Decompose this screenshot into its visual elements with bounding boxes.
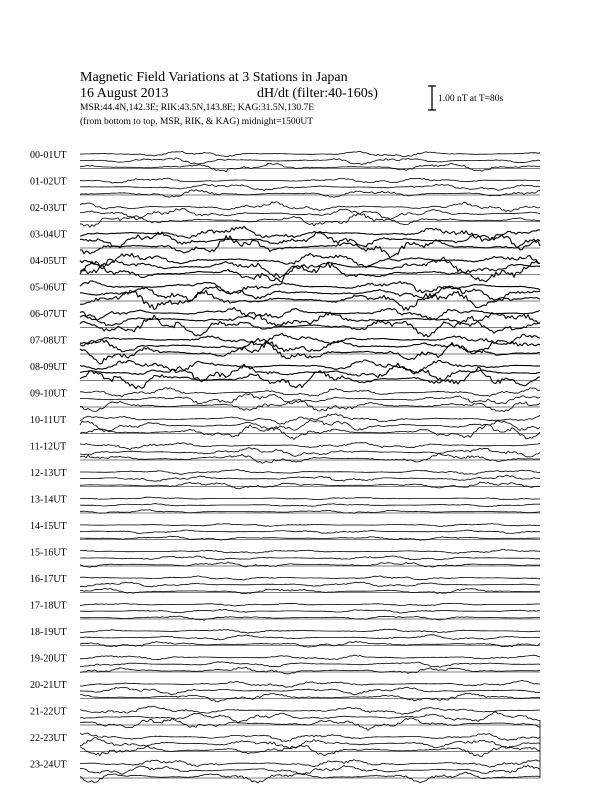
trace-row — [30, 254, 540, 283]
station-trace-msr — [80, 367, 540, 388]
trace-row — [30, 468, 540, 489]
hour-label: 05-06UT — [30, 282, 67, 294]
chart-date: 16 August 2013 — [80, 86, 169, 101]
hour-label: 16-17UT — [30, 574, 67, 585]
hour-label: 11-12UT — [30, 441, 67, 453]
trace-row — [30, 307, 540, 337]
station-trace-rik — [80, 635, 540, 640]
station-trace-kag — [80, 333, 540, 345]
station-trace-msr — [80, 454, 540, 463]
station-trace-kag — [80, 202, 540, 212]
chart-title: Magnetic Field Variations at 3 Stations in Japan — [80, 70, 348, 85]
station-trace-rik — [80, 184, 540, 190]
station-trace-rik — [80, 610, 540, 614]
station-trace-rik — [80, 662, 540, 668]
trace-row — [30, 360, 540, 389]
station-trace-msr — [80, 510, 540, 513]
station-trace-kag — [80, 524, 540, 527]
station-trace-kag — [80, 443, 540, 450]
trace-row — [30, 706, 540, 730]
trace-row — [30, 574, 540, 594]
trace-row — [30, 548, 540, 568]
hour-label: 07-08UT — [30, 335, 67, 347]
station-trace-msr — [80, 163, 540, 171]
station-trace-msr — [80, 399, 540, 412]
hour-label: 00-01UT — [30, 150, 67, 161]
trace-row — [30, 680, 540, 702]
hour-label: 08-09UT — [30, 362, 67, 373]
station-trace-rik — [80, 475, 540, 481]
station-coordinates: MSR:44.4N,142.3E; RIK:43.5N,143.8E; KAG:31.5N,130.7E — [80, 103, 315, 113]
hour-label: 20-21UT — [30, 680, 67, 691]
hour-label: 17-18UT — [30, 600, 67, 612]
station-trace-kag — [80, 178, 540, 183]
hour-label: 22-23UT — [30, 733, 67, 744]
hour-label: 21-22UT — [30, 706, 67, 718]
station-trace-msr — [80, 562, 540, 567]
hour-label: 06-07UT — [30, 309, 67, 320]
station-trace-msr — [80, 291, 540, 311]
trace-row — [30, 627, 540, 647]
station-trace-kag — [80, 733, 540, 742]
trace-row — [30, 177, 540, 198]
station-trace-rik — [80, 420, 540, 432]
station-trace-rik — [80, 556, 540, 560]
station-trace-msr — [80, 482, 540, 489]
station-trace-rik — [80, 448, 540, 457]
station-trace-kag — [80, 550, 540, 554]
station-trace-kag — [80, 629, 540, 633]
hour-label: 02-03UT — [30, 203, 67, 214]
trace-row — [30, 150, 540, 172]
station-trace-rik — [80, 712, 540, 724]
station-trace-rik — [80, 208, 540, 219]
station-trace-msr — [80, 616, 540, 620]
station-trace-msr — [80, 745, 540, 756]
hour-label: 03-04UT — [30, 229, 67, 241]
trace-row — [30, 414, 540, 440]
trace-row — [30, 601, 540, 621]
station-trace-msr — [80, 424, 540, 439]
station-trace-kag — [80, 151, 540, 156]
hour-label: 10-11UT — [30, 415, 67, 426]
hour-label: 14-15UT — [30, 521, 67, 532]
station-trace-kag — [80, 226, 540, 241]
hour-label: 13-14UT — [30, 494, 67, 506]
trace-row — [30, 654, 540, 674]
station-trace-msr — [80, 213, 540, 228]
station-trace-msr — [80, 641, 540, 647]
trace-row — [30, 202, 540, 228]
trace-row — [30, 495, 540, 514]
hour-label: 12-13UT — [30, 468, 67, 479]
station-trace-msr — [80, 693, 540, 702]
trace-row — [30, 281, 540, 310]
station-trace-rik — [80, 394, 540, 404]
station-trace-kag — [80, 706, 540, 714]
hour-label: 04-05UT — [30, 256, 67, 267]
scale-bar-label: 1.00 nT at T=80s — [438, 94, 504, 104]
chart-mode: dH/dt (filter:40-160s) — [257, 86, 378, 101]
hour-label: 09-10UT — [30, 388, 67, 400]
hour-label: 23-24UT — [30, 759, 67, 771]
station-trace-rik — [80, 504, 540, 507]
trace-row — [30, 733, 540, 757]
station-trace-msr — [80, 315, 540, 337]
station-trace-rik — [80, 158, 540, 165]
station-trace-kag — [80, 388, 540, 397]
scale-bar — [428, 86, 436, 110]
station-trace-msr — [80, 236, 540, 258]
trace-rows — [30, 150, 540, 783]
trace-row — [30, 521, 540, 540]
station-trace-kag — [80, 680, 540, 687]
hour-label: 19-20UT — [30, 653, 67, 665]
station-trace-kag — [80, 760, 540, 768]
station-order-note: (from bottom to top, MSR, RIK, & KAG) midnight=1500UT — [80, 117, 314, 127]
trace-row — [30, 388, 540, 412]
station-trace-kag — [80, 603, 540, 606]
station-trace-rik — [80, 582, 540, 587]
station-trace-kag — [80, 655, 540, 659]
hour-label: 15-16UT — [30, 547, 67, 559]
station-trace-kag — [80, 497, 540, 499]
station-trace-kag — [80, 470, 540, 475]
station-trace-rik — [80, 530, 540, 533]
station-trace-kag — [80, 576, 540, 580]
hour-label: 18-19UT — [30, 627, 67, 638]
station-trace-msr — [80, 667, 540, 674]
trace-row — [30, 226, 540, 257]
station-trace-rik — [80, 286, 540, 300]
hour-label: 01-02UT — [30, 176, 67, 188]
trace-row — [30, 442, 540, 464]
trace-row — [30, 760, 540, 784]
station-trace-msr — [80, 190, 540, 198]
trace-row — [30, 333, 540, 364]
